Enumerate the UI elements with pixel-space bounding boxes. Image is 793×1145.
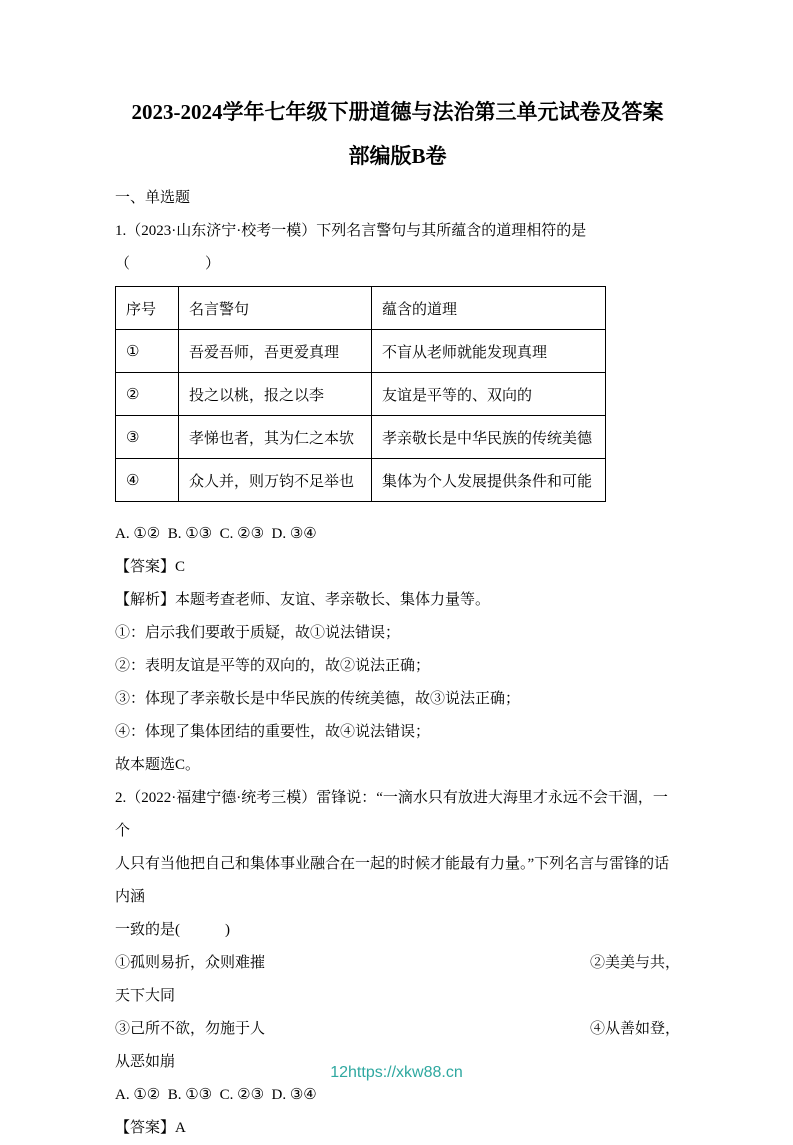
table-cell: 孝亲敬长是中华民族的传统美德 [372, 416, 606, 459]
question1-analysis-line: 【解析】本题考查老师、友谊、孝亲敬长、集体力量等。 [115, 592, 491, 608]
table-cell: 友谊是平等的、双向的 [372, 373, 606, 416]
question2-option-4: ④从善如登， [589, 1021, 680, 1037]
question2-option-3: ③己所不欲，勿施于人 [115, 1021, 266, 1037]
table-cell: ③ [116, 416, 179, 459]
question2-answer: 【答案】A [115, 1120, 186, 1136]
question2-option-row [115, 947, 680, 980]
table-cell: ④ [116, 459, 179, 502]
question1-analysis-line: ②：表明友谊是平等的双向的，故②说法正确； [115, 658, 431, 674]
title-line-2: 部编版B卷 [348, 144, 447, 168]
question2-option-2: ②美美与共， [589, 955, 680, 971]
question2-option-2-continued: 天下大同 [115, 988, 176, 1004]
question1-analysis-line: ④：体现了集体团结的重要性，故④说法错误； [115, 724, 431, 740]
table-cell: ② [116, 373, 179, 416]
page-footer-watermark: 12https://xkw88.cn [330, 1064, 463, 1081]
table-cell: 孝悌也者，其为仁之本欤 [179, 416, 372, 459]
document-title [115, 90, 680, 178]
table-cell: 集体为个人发展提供条件和可能 [372, 459, 606, 502]
table-cell: 不盲从老师就能发现真理 [372, 330, 606, 373]
table-cell: ① [116, 330, 179, 373]
table-row [116, 459, 606, 502]
table-header-cell: 蕴含的道理 [372, 287, 606, 330]
table-cell: 投之以桃，报之以李 [179, 373, 372, 416]
table-header-row [116, 287, 606, 330]
table-row [116, 416, 606, 459]
table-row [116, 373, 606, 416]
question2-stem-line: 2.（2022·福建宁德·统考三模）雷锋说：“一滴水只有放进大海里才永远不会干涸，一个 [115, 790, 668, 839]
question2-stem-line: 人只有当他把自己和集体事业融合在一起的时候才能最有力量。”下列名言与雷锋的话内涵 [115, 856, 670, 905]
table-cell: 吾爱吾师，吾更爱真理 [179, 330, 372, 373]
question1-answer: 【答案】C [115, 559, 186, 575]
section-heading: 一、单选题 [115, 190, 191, 206]
table-cell: 众人并，则万钧不足举也 [179, 459, 372, 502]
table-header-cell: 序号 [116, 287, 179, 330]
question1-choices: A. ①② B. ①③ C. ②③ D. ③④ [115, 526, 317, 542]
title-line-1: 2023-2024学年七年级下册道德与法治第三单元试卷及答案 [131, 100, 664, 124]
question1-analysis-line: ③：体现了孝亲敬长是中华民族的传统美德，故③说法正确； [115, 691, 521, 707]
question2-option-1: ①孤则易折，众则难摧 [115, 955, 266, 971]
table-header-cell: 名言警句 [179, 287, 372, 330]
table-row [116, 330, 606, 373]
question1-analysis-line: 故本题选C。 [115, 757, 201, 773]
question1-stem: 1.（2023·山东济宁·校考一模）下列名言警句与其所蕴含的道理相符的是（ ） [115, 223, 587, 272]
question2-option-row [115, 1013, 680, 1046]
question2-choices: A. ①② B. ①③ C. ②③ D. ③④ [115, 1087, 317, 1103]
question1-table [115, 286, 606, 502]
question2-option-4-continued: 从恶如崩 [115, 1054, 176, 1070]
question2-stem-line: 一致的是( ) [115, 922, 230, 938]
question1-analysis-line: ①：启示我们要敢于质疑，故①说法错误； [115, 625, 401, 641]
